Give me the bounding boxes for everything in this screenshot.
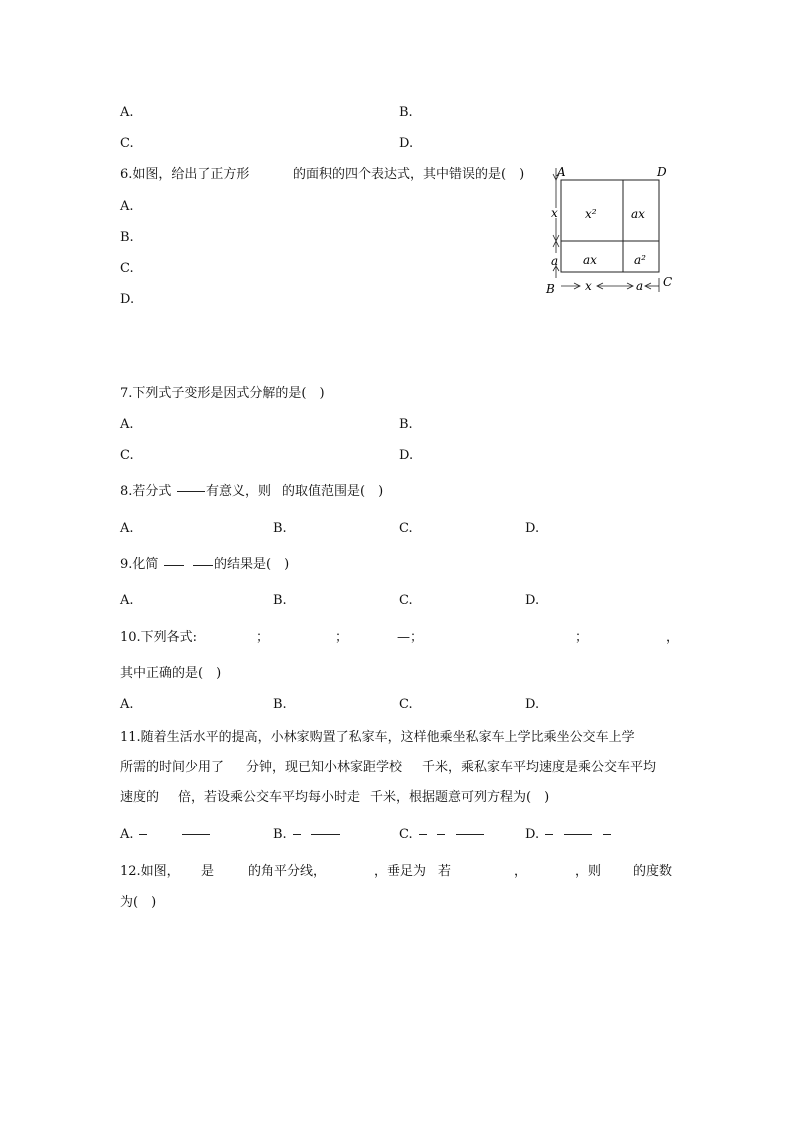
q7-option-c: C.: [120, 448, 134, 463]
q8-stem-part2: 有意义，则: [206, 484, 272, 499]
q5-option-c: C.: [120, 136, 134, 151]
q11-option-c: C.: [399, 827, 413, 842]
q11-option-a: A.: [120, 827, 134, 842]
q11-c-fraction-bar-1: [419, 834, 427, 835]
q11-line-2-part1: 所需的时间少用了: [120, 760, 225, 775]
q12-part3: 的角平分线，: [248, 864, 327, 879]
q11-b-fraction-bar-1: [293, 834, 301, 835]
q10-separator-2: ；: [335, 630, 349, 645]
q6-option-c: C.: [120, 261, 134, 276]
cell-label-x-squared: x²: [585, 207, 597, 221]
q10-separator-5: ，: [666, 630, 680, 645]
q11-option-b: B.: [273, 827, 287, 842]
q8-option-a: A.: [120, 521, 134, 536]
q10-stem-part1: 10.下列各式:: [120, 630, 198, 645]
q12-line-2: 为( ): [120, 895, 157, 910]
q9-option-c: C.: [399, 593, 413, 608]
vertex-label-a: A: [557, 165, 566, 179]
q11-line-2-part3: 千米，乘私家车平均速度是乘公交车平均: [422, 760, 657, 775]
q9-fraction-bar-2: [193, 565, 213, 566]
q8-fraction-bar: [177, 491, 205, 492]
q10-separator-1: ；: [256, 630, 270, 645]
q11-option-d: D.: [525, 827, 540, 842]
q12-part1: 12.如图，: [120, 864, 180, 879]
q7-option-a: A.: [120, 417, 134, 432]
bottom-label-a: a: [636, 279, 644, 293]
side-label-a: a: [551, 254, 559, 268]
q10-stem-part2: 其中正确的是( ): [120, 666, 222, 681]
q6-stem-part2: 的面积的四个表达式，其中错误的是( ): [293, 167, 525, 182]
q8-stem-part3: 的取值范围是( ): [282, 484, 384, 499]
q11-line-2-part2: 分钟，现已知小林家距学校: [246, 760, 403, 775]
q6-option-a: A.: [120, 199, 134, 214]
vertex-label-c: C: [663, 275, 673, 289]
q9-option-a: A.: [120, 593, 134, 608]
vertex-label-d: D: [657, 165, 667, 179]
q11-a-fraction-bar-2: [182, 834, 210, 835]
q10-option-d: D.: [525, 697, 540, 712]
q8-option-c: C.: [399, 521, 413, 536]
q5-option-a: A.: [120, 105, 134, 120]
q9-fraction-bar-1: [164, 565, 184, 566]
q8-stem-part1: 8.若分式: [120, 484, 172, 499]
q5-option-d: D.: [399, 136, 414, 151]
q10-option-a: A.: [120, 697, 134, 712]
q9-stem-part1: 9.化简: [120, 557, 159, 572]
q12-part4: ，垂足为: [374, 864, 427, 879]
q11-b-fraction-bar-2: [311, 834, 340, 835]
q10-separator-4: ；: [575, 630, 589, 645]
square-area-figure: [540, 160, 680, 300]
q11-line-1: 11.随着生活水平的提高，小林家购置了私家车，这样他乘坐私家车上学比乘坐公交车上学: [120, 730, 635, 745]
q8-option-d: D.: [525, 521, 540, 536]
q12-part7: ，则: [575, 864, 602, 879]
q10-option-b: B.: [273, 697, 287, 712]
q9-option-d: D.: [525, 593, 540, 608]
q12-part2: 是: [201, 864, 215, 879]
q11-d-fraction-bar-3: [603, 834, 611, 835]
q11-d-fraction-bar-1: [545, 834, 553, 835]
q11-c-fraction-bar-2: [437, 834, 445, 835]
q8-option-b: B.: [273, 521, 287, 536]
q9-stem-part2: 的结果是( ): [214, 557, 290, 572]
q11-c-fraction-bar-3: [456, 834, 484, 835]
q11-line-3-part1: 速度的: [120, 790, 160, 805]
q10-separator-3: —；: [397, 630, 424, 645]
q12-part8: 的度数: [633, 864, 673, 879]
q11-d-fraction-bar-2: [564, 834, 592, 835]
cell-label-ax-bottom: ax: [583, 253, 597, 267]
side-label-x: x: [551, 206, 558, 220]
cell-label-a-squared: a²: [634, 253, 646, 267]
q7-option-d: D.: [399, 448, 414, 463]
vertex-label-b: B: [546, 282, 555, 296]
q11-line-3-part2: 倍，若设乘公交车平均每小时走: [178, 790, 361, 805]
q12-part5: 若: [438, 864, 452, 879]
q6-stem-part1: 6.如图，给出了正方形: [120, 167, 250, 182]
cell-label-ax-top: ax: [631, 207, 645, 221]
q7-option-b: B.: [399, 417, 413, 432]
q6-option-b: B.: [120, 230, 134, 245]
q10-option-c: C.: [399, 697, 413, 712]
q6-option-d: D.: [120, 292, 135, 307]
q12-part6: ，: [514, 864, 528, 879]
bottom-label-x: x: [585, 279, 592, 293]
q5-option-b: B.: [399, 105, 413, 120]
q11-line-3-part3: 千米，根据题意可列方程为( ): [370, 790, 550, 805]
q7-stem: 7.下列式子变形是因式分解的是( ): [120, 386, 325, 401]
q9-option-b: B.: [273, 593, 287, 608]
q11-a-fraction-bar-1: [139, 834, 147, 835]
